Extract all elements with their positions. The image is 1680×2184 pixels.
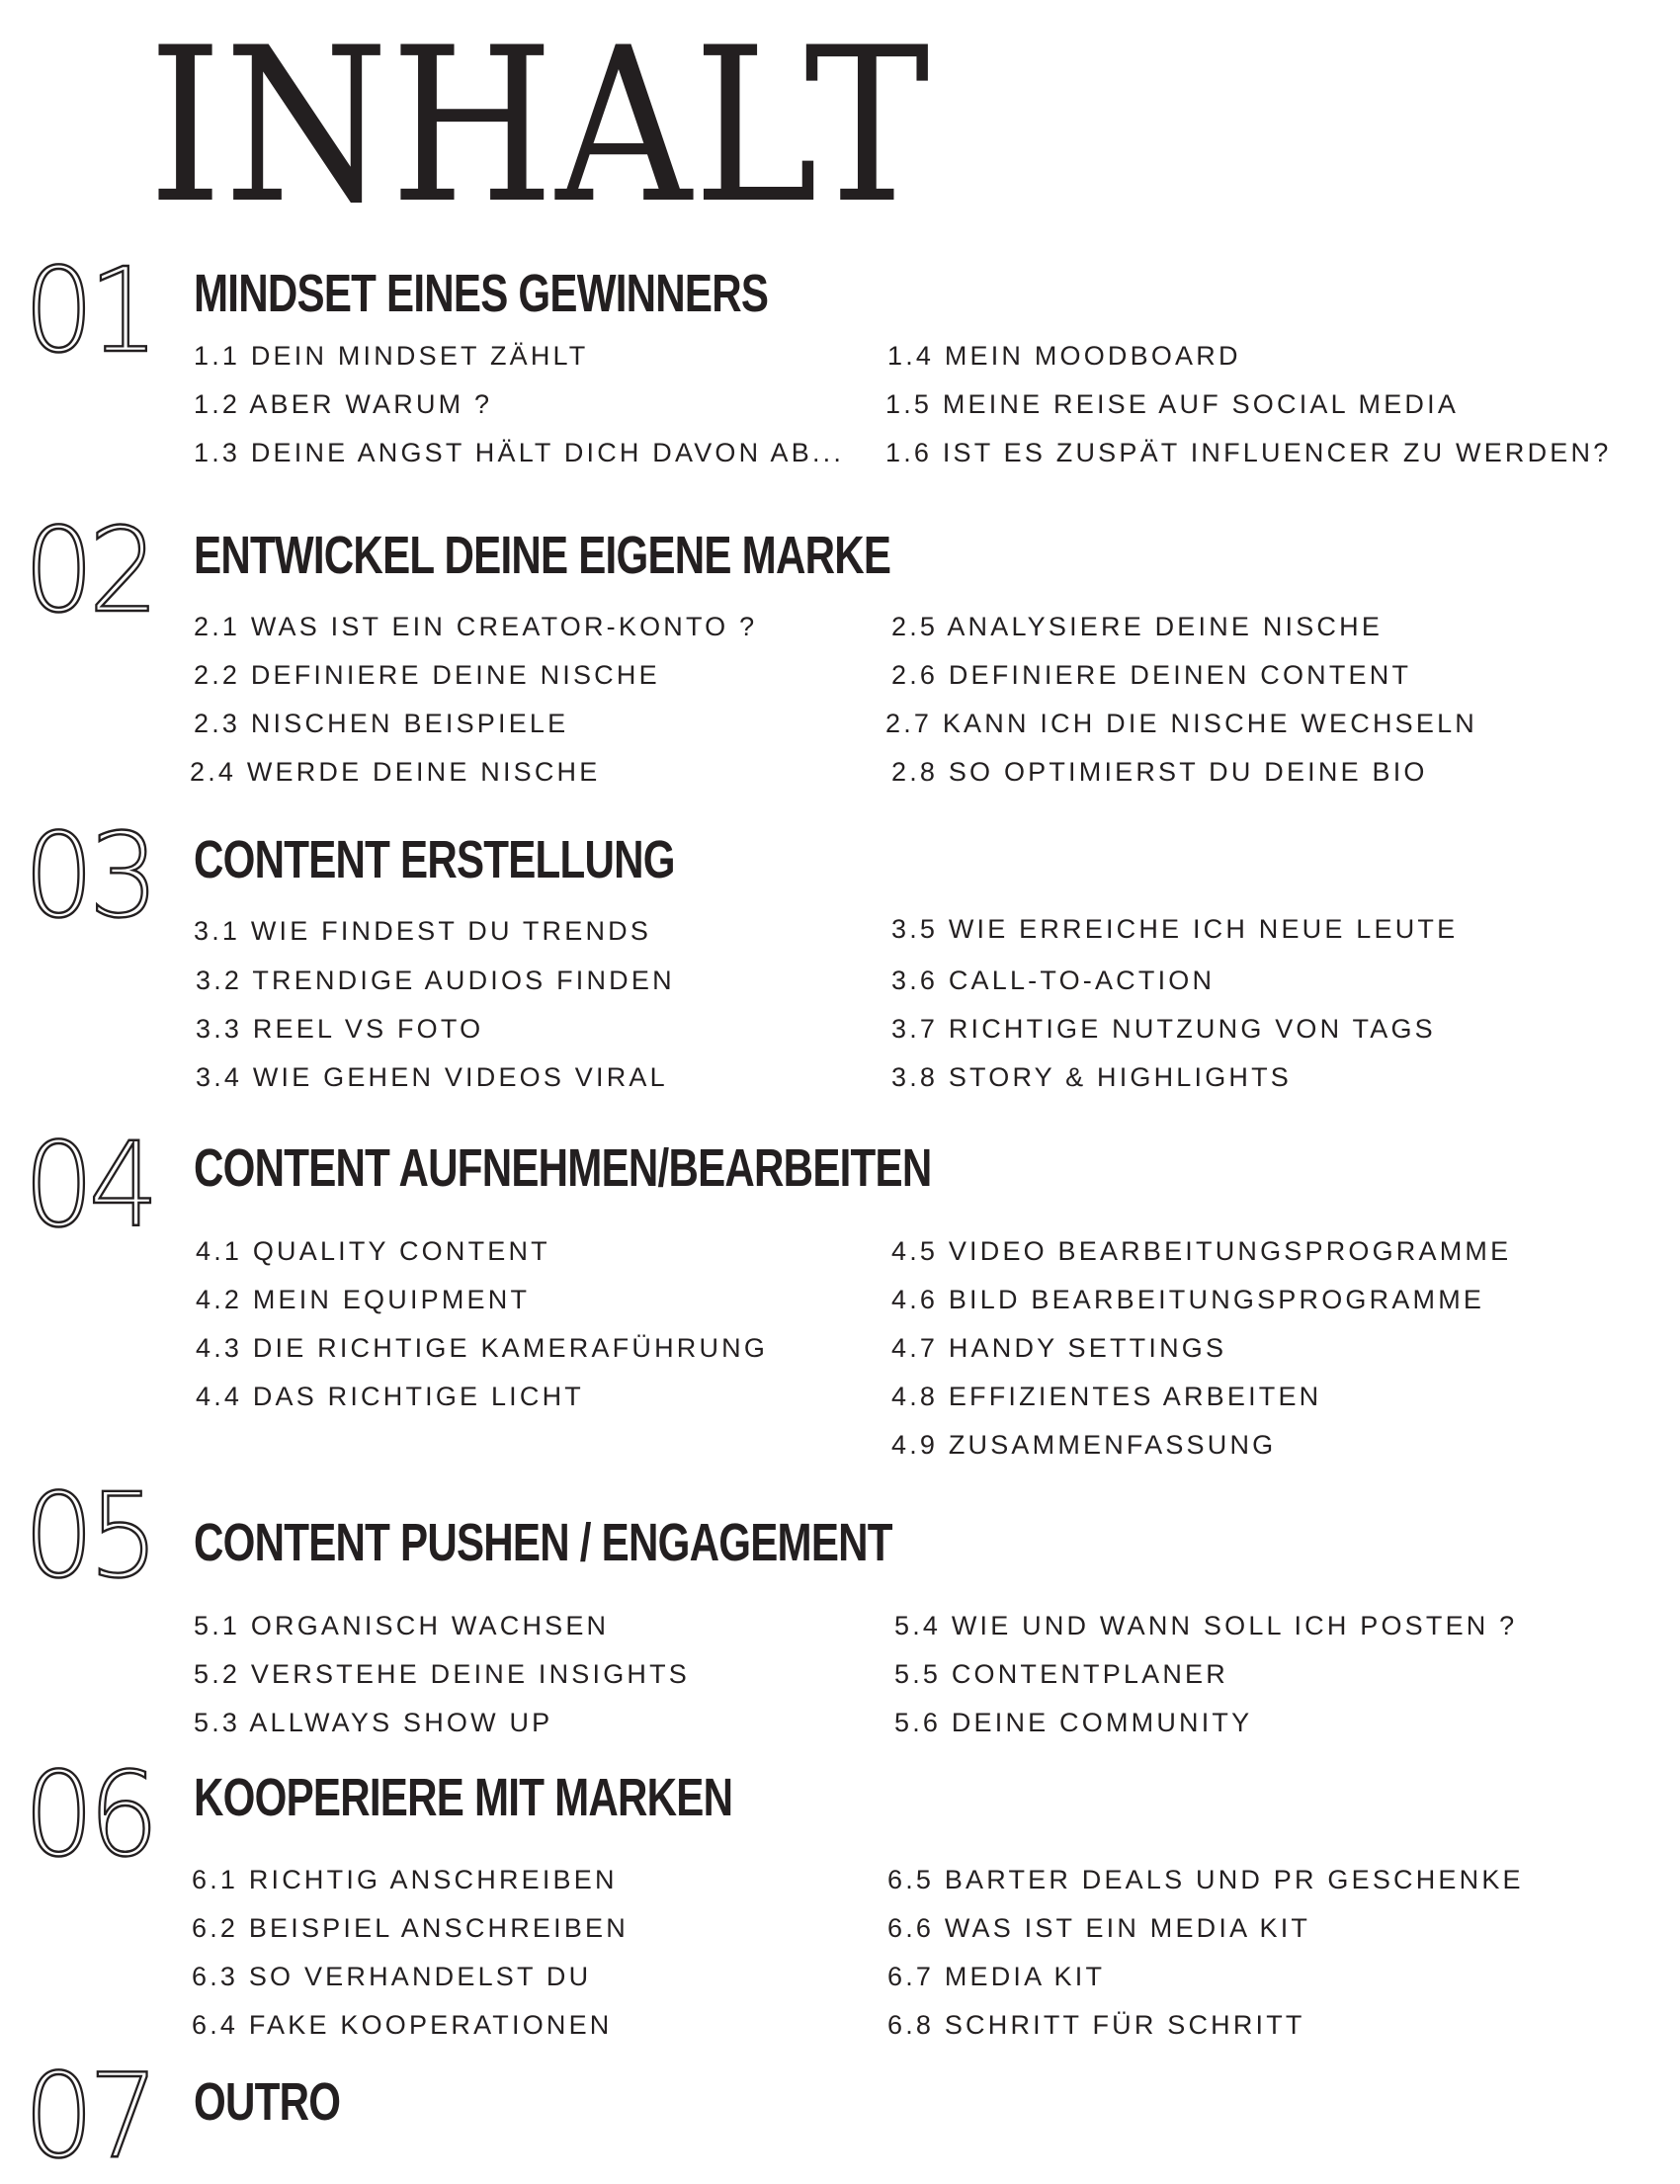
toc-item-2-2[interactable]: 2.2 DEFINIERE DEINE NISCHE [194,660,660,690]
section-heading-04: CONTENT AUFNEHMEN/BEARBEITEN [194,1138,932,1198]
toc-item-6-6[interactable]: 6.6 WAS IST EIN MEDIA KIT [887,1913,1311,1943]
toc-item-4-5[interactable]: 4.5 VIDEO BEARBEITUNGSPROGRAMME [891,1236,1512,1266]
toc-item-6-7[interactable]: 6.7 MEDIA KIT [887,1962,1106,1991]
toc-item-1-1[interactable]: 1.1 DEIN MINDSET ZÄHLT [194,341,589,371]
section-heading-06: KOOPERIERE MIT MARKEN [194,1768,733,1827]
section-number-05: 05 [24,1468,154,1604]
toc-item-3-4[interactable]: 3.4 WIE GEHEN VIDEOS VIRAL [196,1062,668,1092]
toc-item-4-8[interactable]: 4.8 EFFIZIENTES ARBEITEN [891,1382,1322,1411]
toc-item-6-5[interactable]: 6.5 BARTER DEALS UND PR GESCHENKE [887,1865,1524,1894]
toc-item-4-6[interactable]: 4.6 BILD BEARBEITUNGSPROGRAMME [891,1285,1485,1314]
toc-item-3-3[interactable]: 3.3 REEL VS FOTO [196,1014,484,1044]
toc-item-2-3[interactable]: 2.3 NISCHEN BEISPIELE [194,709,569,738]
toc-item-2-5[interactable]: 2.5 ANALYSIERE DEINE NISCHE [891,612,1384,641]
toc-item-2-6[interactable]: 2.6 DEFINIERE DEINEN CONTENT [891,660,1412,690]
section-heading-07: OUTRO [194,2072,341,2132]
section-heading-05: CONTENT PUSHEN / ENGAGEMENT [194,1513,892,1572]
section-heading-01: MINDSET EINES GEWINNERS [194,264,769,323]
toc-item-6-8[interactable]: 6.8 SCHRITT FÜR SCHRITT [887,2010,1305,2040]
section-number-07: 07 [24,2048,154,2184]
toc-item-6-2[interactable]: 6.2 BEISPIEL ANSCHREIBEN [192,1913,629,1943]
section-number-02: 02 [24,502,154,638]
toc-item-3-1[interactable]: 3.1 WIE FINDEST DU TRENDS [194,916,652,946]
toc-item-1-4[interactable]: 1.4 MEIN MOODBOARD [887,341,1241,371]
section-number-04: 04 [24,1117,154,1253]
toc-item-6-4[interactable]: 6.4 FAKE KOOPERATIONEN [192,2010,613,2040]
toc-item-1-5[interactable]: 1.5 MEINE REISE AUF SOCIAL MEDIA [885,389,1460,419]
toc-item-4-9[interactable]: 4.9 ZUSAMMENFASSUNG [891,1430,1277,1460]
toc-item-5-4[interactable]: 5.4 WIE UND WANN SOLL ICH POSTEN ? [894,1611,1518,1640]
toc-item-2-4[interactable]: 2.4 WERDE DEINE NISCHE [190,757,601,787]
toc-item-5-5[interactable]: 5.5 CONTENTPLANER [894,1659,1228,1689]
toc-item-3-2[interactable]: 3.2 TRENDIGE AUDIOS FINDEN [196,966,675,995]
toc-item-5-6[interactable]: 5.6 DEINE COMMUNITY [894,1708,1253,1737]
toc-item-4-1[interactable]: 4.1 QUALITY CONTENT [196,1236,550,1266]
section-heading-03: CONTENT ERSTELLUNG [194,830,675,889]
section-number-01: 01 [24,242,154,378]
toc-item-5-2[interactable]: 5.2 VERSTEHE DEINE INSIGHTS [194,1659,690,1689]
page-title: INHALT [148,2,932,250]
toc-item-3-7[interactable]: 3.7 RICHTIGE NUTZUNG VON TAGS [891,1014,1436,1044]
toc-item-4-4[interactable]: 4.4 DAS RICHTIGE LICHT [196,1382,584,1411]
toc-item-6-3[interactable]: 6.3 SO VERHANDELST DU [192,1962,592,1991]
toc-item-3-8[interactable]: 3.8 STORY & HIGHLIGHTS [891,1062,1293,1092]
toc-item-6-1[interactable]: 6.1 RICHTIG ANSCHREIBEN [192,1865,618,1894]
toc-item-2-7[interactable]: 2.7 KANN ICH DIE NISCHE WECHSELN [885,709,1477,738]
toc-item-1-6[interactable]: 1.6 IST ES ZUSPÄT INFLUENCER ZU WERDEN? [885,438,1612,467]
toc-item-3-6[interactable]: 3.6 CALL-TO-ACTION [891,966,1216,995]
toc-item-3-5[interactable]: 3.5 WIE ERREICHE ICH NEUE LEUTE [891,914,1459,944]
section-number-06: 06 [24,1746,154,1883]
toc-item-4-7[interactable]: 4.7 HANDY SETTINGS [891,1333,1227,1363]
toc-item-1-3[interactable]: 1.3 DEINE ANGST HÄLT DICH DAVON AB... [194,438,845,467]
toc-item-5-3[interactable]: 5.3 ALLWAYS SHOW UP [194,1708,553,1737]
toc-item-4-2[interactable]: 4.2 MEIN EQUIPMENT [196,1285,531,1314]
toc-item-5-1[interactable]: 5.1 ORGANISCH WACHSEN [194,1611,610,1640]
toc-item-1-2[interactable]: 1.2 ABER WARUM ? [194,389,493,419]
toc-item-2-1[interactable]: 2.1 WAS IST EIN CREATOR-KONTO ? [194,612,758,641]
toc-item-4-3[interactable]: 4.3 DIE RICHTIGE KAMERAFÜHRUNG [196,1333,769,1363]
section-number-03: 03 [24,807,154,944]
toc-item-2-8[interactable]: 2.8 SO OPTIMIERST DU DEINE BIO [891,757,1428,787]
section-heading-02: ENTWICKEL DEINE EIGENE MARKE [194,526,891,585]
